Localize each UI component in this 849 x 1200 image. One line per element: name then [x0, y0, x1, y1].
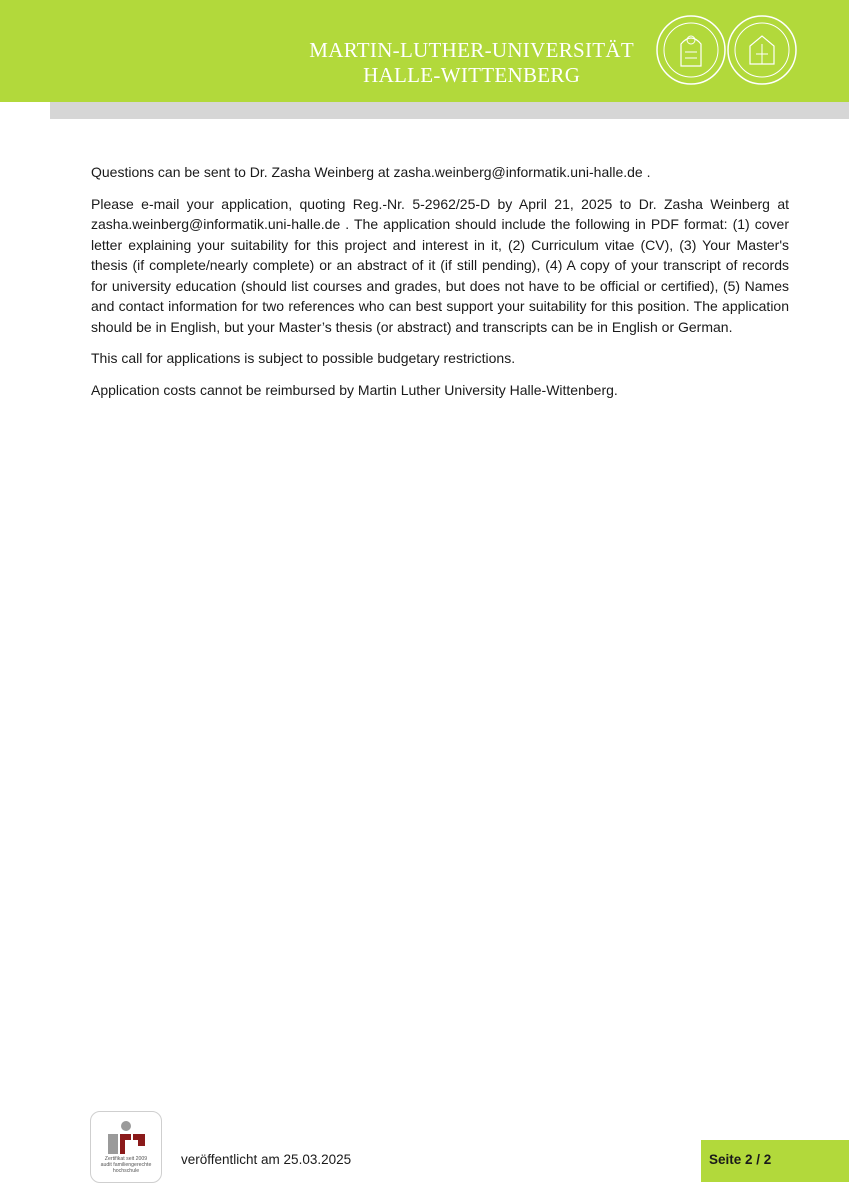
publication-date: veröffentlicht am 25.03.2025	[181, 1152, 352, 1167]
family-audit-logo-icon	[105, 1120, 147, 1156]
university-seal-left-icon	[655, 14, 727, 86]
page-number: Seite 2 / 2	[709, 1152, 772, 1167]
document-body	[91, 162, 789, 411]
university-name-line1: MARTIN-LUTHER-UNIVERSITÄT	[309, 38, 634, 62]
family-audit-certificate	[90, 1111, 162, 1183]
svg-text:VITEBERGENSIS	[762, 24, 764, 25]
university-name	[309, 38, 634, 88]
budget-paragraph: This call for applications is subject to possible budgetary restrictions.	[91, 350, 516, 366]
application-paragraph: Please e-mail your application, quoting Reg.-Nr. 5-2962/25-D by April 21, 2025 to Dr. Zasha Weinberg at zasha.weinberg@informatik.uni-halle.de . The application should include the following in PDF format: (1) cover letter explaining your suitability for this project and interest in it, (2) Curriculum vitae (CV), (3) Your Master's thesis (if complete/nearly complete) or an abstract of it (if still pending), (4) A copy of your transcript of records for university education (should list courses and grades, but does not have to be official or certified), (5) Names and contact information for two references who can best support your suitability for this position. The application should be in English, but your Master’s thesis (or abstract) and transcripts can be in English or German.	[91, 195, 789, 335]
university-name-line2: HALLE-WITTENBERG	[363, 63, 581, 87]
university-seal-right-icon	[726, 14, 798, 86]
certificate-line3: hochschule	[112, 1168, 140, 1174]
contact-paragraph: Questions can be sent to Dr. Zasha Weinberg at zasha.weinberg@informatik.uni-halle.de .	[91, 164, 651, 180]
svg-text:SIGILLVM VNIVERSITATIS	[690, 24, 692, 25]
certificate-line1: Zertifikat seit 2009	[104, 1156, 148, 1162]
header-divider-bar	[50, 102, 849, 119]
page-number-box	[701, 1140, 849, 1182]
header-band	[0, 0, 849, 102]
costs-paragraph: Application costs cannot be reimbursed by Martin Luther University Halle-Wittenberg.	[91, 381, 618, 398]
certificate-line2: audit familiengerechte	[100, 1162, 152, 1168]
